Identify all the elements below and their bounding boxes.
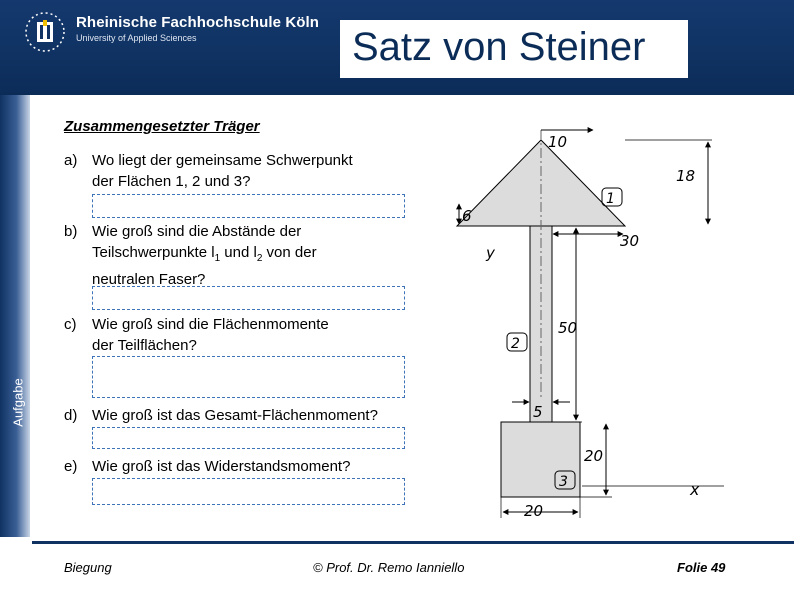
area-1-label: 1	[606, 191, 615, 207]
header-banner	[0, 0, 794, 95]
answer-field-c[interactable]	[92, 356, 405, 398]
sidebar-label: Aufgabe	[10, 378, 26, 427]
question-text: Wie groß ist das Widerstandsmoment?	[92, 458, 351, 475]
question-d	[64, 405, 378, 426]
question-label: d)	[64, 407, 78, 424]
university-subtitle: University of Applied Sciences	[76, 33, 197, 43]
area-2-label: 2	[511, 336, 520, 352]
question-label: a)	[64, 152, 78, 169]
question-text: neutralen Faser?	[92, 271, 206, 288]
dim-flange-half: 30	[620, 232, 640, 250]
section-subtitle: Zusammengesetzter Träger	[64, 118, 260, 135]
dim-base-width: 20	[524, 502, 544, 520]
dim-top-width: 10	[548, 133, 568, 151]
question-text: Wie groß sind die Abstände der	[92, 223, 302, 240]
answer-field-a[interactable]	[92, 194, 405, 218]
dim-flange-thickness: 6	[462, 207, 472, 225]
sidebar	[0, 95, 30, 537]
question-text: Wie groß ist das Gesamt-Flächenmoment?	[92, 407, 378, 424]
slide-title: Satz von Steiner	[352, 25, 646, 69]
question-e	[64, 456, 350, 477]
beam-cross-section-diagram	[440, 120, 740, 525]
answer-field-d[interactable]	[92, 427, 405, 449]
question-text: der Flächen 1, 2 und 3?	[92, 173, 251, 190]
answer-field-b[interactable]	[92, 286, 405, 310]
footer-author: © Prof. Dr. Remo Ianniello	[313, 560, 465, 575]
question-text: Wie groß sind die Flächenmomente	[92, 316, 329, 333]
footer-slide-number: Folie 49	[677, 560, 726, 575]
answer-field-e[interactable]	[92, 478, 405, 505]
dim-flange-height: 18	[676, 167, 696, 185]
question-b	[64, 221, 317, 290]
question-c	[64, 314, 329, 356]
dim-web-width: 5	[533, 403, 543, 421]
question-label: e)	[64, 458, 78, 475]
question-a	[64, 150, 353, 192]
axis-x-label: x	[690, 480, 700, 499]
dim-base-height: 20	[584, 447, 604, 465]
university-name: Rheinische Fachhochschule Köln	[76, 14, 320, 31]
footer-divider	[32, 541, 794, 544]
question-text: der Teilflächen?	[92, 337, 197, 354]
base-area-3	[501, 422, 580, 497]
axis-y-label: y	[486, 244, 495, 262]
area-3-label: 3	[559, 474, 568, 490]
question-label: b)	[64, 223, 78, 240]
dim-web-height: 50	[558, 319, 578, 337]
question-label: c)	[64, 316, 77, 333]
footer-topic: Biegung	[64, 560, 112, 575]
question-text: Teilschwerpunkte $l_1$ und $l_2$ von der	[92, 244, 317, 264]
question-text: Wo liegt der gemeinsame Schwerpunkt	[92, 152, 353, 169]
university-logo-icon	[25, 12, 65, 52]
